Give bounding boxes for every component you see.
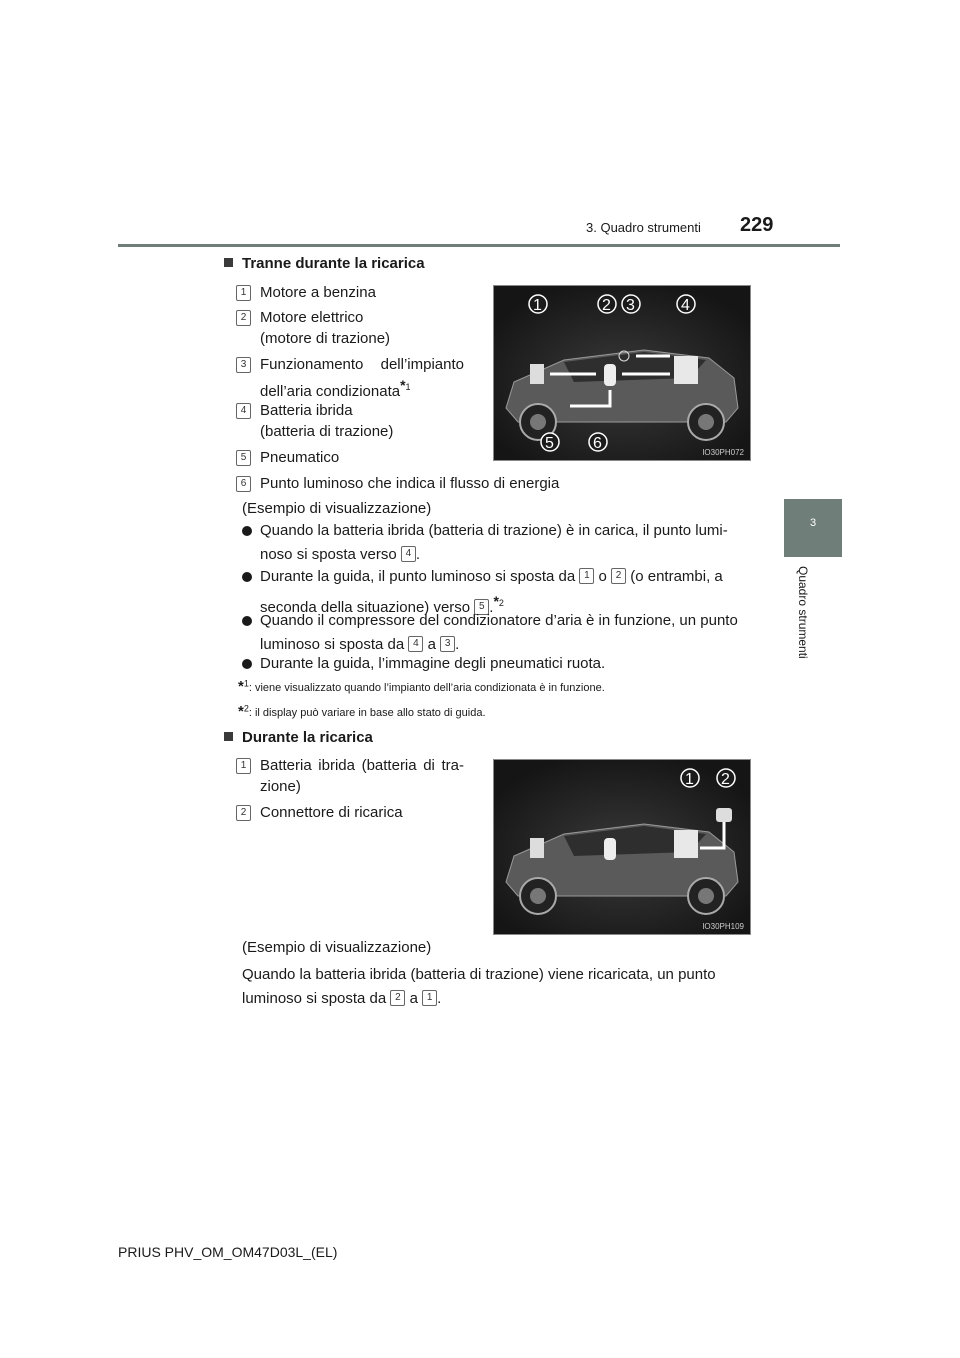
side-tab-label: Quadro strumenti: [796, 566, 810, 659]
engine-icon: [530, 838, 544, 858]
motor-icon: [604, 364, 616, 386]
footnote-2: *$^2$: il display può variare in base allo stato di guida.: [238, 703, 486, 720]
bullet-icon: [242, 616, 252, 626]
figure-code: IO30PH109: [702, 922, 744, 931]
bullet-item: Quando la batteria ibrida (batteria di trazione) è in carica, il punto lumi- noso si sposta verso 4 .: [242, 519, 744, 567]
chapter-title: 3. Quadro strumenti: [586, 220, 701, 235]
car-charging-illustration: [494, 760, 750, 934]
motor-icon: [604, 838, 616, 860]
bullet-item: Durante la guida, il punto luminoso si sposta da 1 o 2 (o entrambi, a seconda della situazione) verso 5 .$^{*2}$: [242, 565, 744, 620]
figure-code: IO30PH072: [702, 448, 744, 457]
example-caption: (Esempio di visualizzazione): [242, 939, 432, 956]
charge-connector-icon: [716, 808, 732, 822]
bullet-icon: [242, 526, 252, 536]
list-item: 6 Punto luminoso che indica il flusso di energia: [236, 473, 559, 494]
example-caption: (Esempio di visualizzazione): [242, 500, 432, 517]
section-square-icon: [224, 732, 233, 741]
header-rule: [118, 244, 840, 247]
section-title-not-charging: Tranne durante la ricarica: [224, 255, 425, 272]
svg-text:3: 3: [626, 297, 635, 314]
list-item: 5 Pneumatico: [236, 447, 339, 468]
bullet-item: Durante la guida, l’immagine degli pneumatici ruota.: [242, 652, 744, 676]
svg-text:4: 4: [681, 297, 690, 314]
document-footer: PRIUS PHV_OM_OM47D03L_(EL): [118, 1244, 338, 1260]
footnote-1: *$^1$: viene visualizzato quando l’impianto dell’aria condizionata è in funzione.: [238, 678, 605, 695]
svg-text:6: 6: [593, 435, 602, 452]
svg-text:2: 2: [721, 771, 730, 788]
bullet-icon: [242, 659, 252, 669]
svg-text:5: 5: [545, 435, 554, 452]
page-number: 229: [740, 214, 774, 236]
list-item: 2 Connettore di ricarica: [236, 802, 403, 823]
list-item: 1 Motore a benzina: [236, 282, 376, 303]
side-tab: 3: [784, 499, 842, 557]
battery-icon: [674, 356, 698, 384]
list-item: 4 Batteria ibrida (batteria di trazione): [236, 400, 393, 442]
svg-text:2: 2: [602, 297, 611, 314]
section-title-charging: Durante la ricarica: [224, 729, 373, 746]
charging-paragraph: Quando la batteria ibrida (batteria di trazione) viene ricaricata, un punto luminoso si sposta da 2 a 1 .: [242, 966, 716, 1007]
list-item: 1 Batteria ibrida (batteria di tra- zione): [236, 755, 464, 797]
section-square-icon: [224, 258, 233, 267]
battery-icon: [674, 830, 698, 858]
svg-text:1: 1: [533, 297, 542, 314]
figure-charging: [493, 759, 751, 935]
svg-text:1: 1: [685, 771, 694, 788]
bullet-item: Quando il compressore del condizionatore d’aria è in funzione, un punto luminoso si sposta da 4 a 3 .: [242, 609, 744, 657]
engine-icon: [530, 364, 544, 384]
list-item: 2 Motore elettrico (motore di trazione): [236, 307, 390, 349]
bullet-icon: [242, 572, 252, 582]
figure-energy-flow: [493, 285, 751, 461]
list-item: 3 Funzionamento dell’impianto dell’aria condizionata$^{*1}$: [236, 354, 464, 402]
car-energy-flow-illustration: [494, 286, 750, 460]
